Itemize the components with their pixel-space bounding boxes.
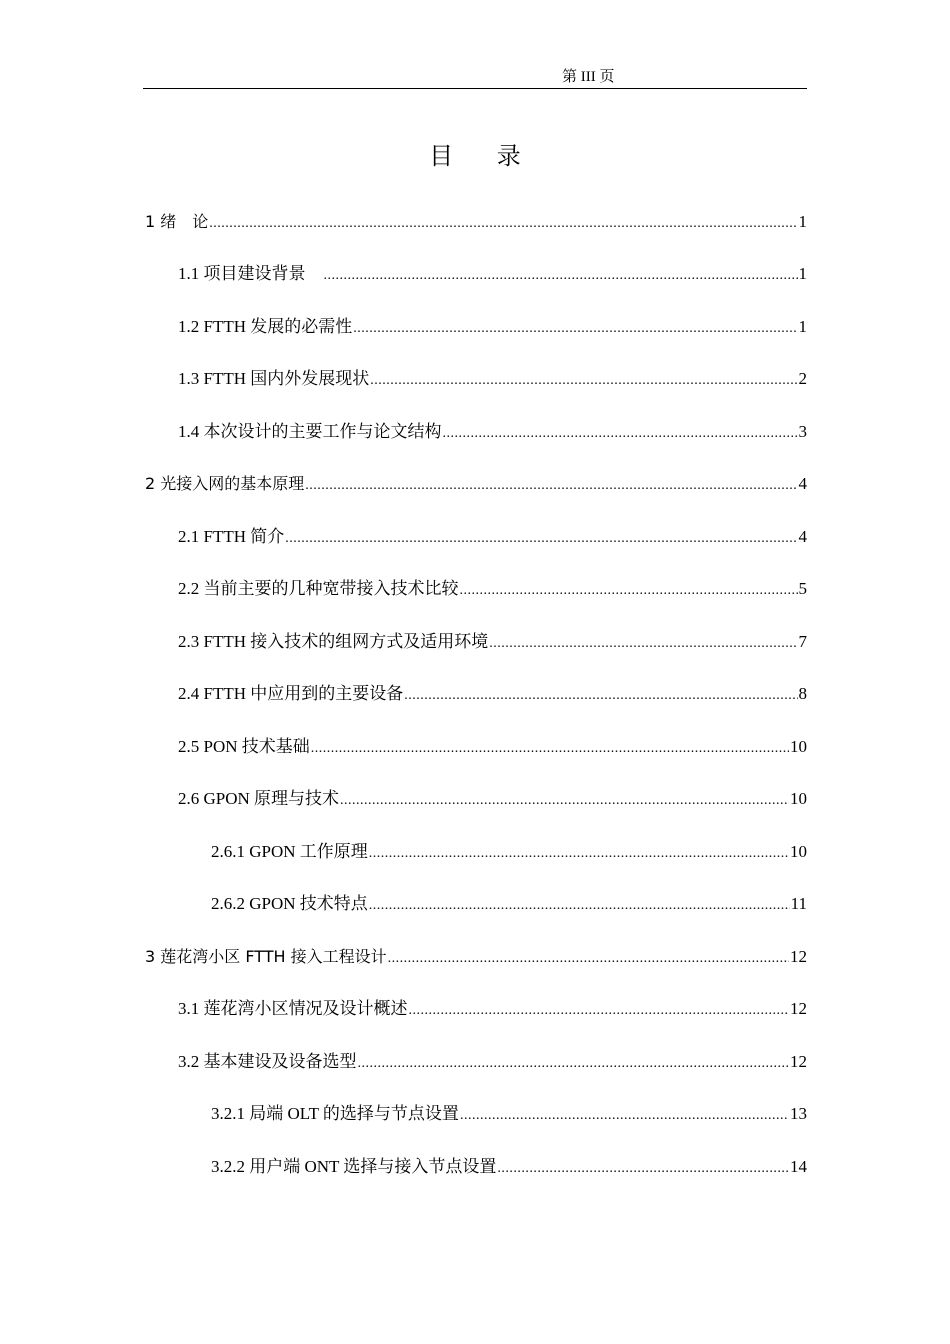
toc-entry-2[interactable]: [145, 472, 807, 496]
toc-entry-page: 3: [798, 422, 807, 441]
page-number-header: 第 III 页: [562, 69, 615, 85]
toc-entry-page: 8: [798, 684, 807, 703]
toc-entry-page: 5: [798, 579, 807, 598]
toc-entry-page: 10: [790, 789, 807, 808]
toc-leader-dots: [460, 1104, 789, 1128]
toc-leader-dots: [340, 789, 789, 813]
toc-entry-page: 1: [798, 212, 807, 231]
toc-entry-1-4[interactable]: [178, 420, 807, 444]
toc-entry-label: 3.2 基本建设及设备选型: [178, 1052, 357, 1071]
toc-entry-label: 1.3 FTTH 国内外发展现状: [178, 369, 370, 388]
toc-leader-dots: [311, 737, 789, 761]
toc-entry-1-3[interactable]: [178, 367, 807, 391]
toc-entry-page: 4: [798, 527, 807, 546]
toc-entry-page: 7: [798, 632, 807, 651]
toc-leader-dots: [497, 1157, 789, 1181]
toc-leader-dots: [324, 264, 798, 288]
toc-entry-label: 2.3 FTTH 接入技术的组网方式及适用环境: [178, 632, 489, 651]
toc-entry-label: 1 绪 论: [145, 212, 209, 231]
toc-entry-page: 12: [790, 999, 807, 1018]
toc-entry-label: 2.6 GPON 原理与技术: [178, 789, 340, 808]
toc-entry-page: 13: [790, 1104, 807, 1123]
toc-entry-3-1[interactable]: [178, 997, 807, 1021]
toc-entry-label: 3.2.1 局端 OLT 的选择与节点设置: [211, 1104, 459, 1123]
toc-leader-dots: [370, 369, 797, 393]
toc-leader-dots: [285, 527, 797, 551]
toc-leader-dots: [369, 894, 790, 918]
toc-leader-dots: [443, 422, 798, 446]
toc-entry-3-2[interactable]: [178, 1050, 807, 1074]
toc-entry-label: 1.2 FTTH 发展的必需性: [178, 317, 353, 336]
toc-entry-label: 2.4 FTTH 中应用到的主要设备: [178, 684, 404, 703]
toc-entry-page: 2: [798, 369, 807, 388]
toc-leader-dots: [489, 632, 797, 656]
toc-leader-dots: [209, 212, 797, 236]
toc-leader-dots: [353, 317, 797, 341]
toc-entry-label: 2.1 FTTH 简介: [178, 527, 285, 546]
toc-entry-page: 10: [790, 737, 807, 756]
toc-entry-2-1[interactable]: [178, 525, 807, 549]
toc-entry-1-1[interactable]: [178, 262, 807, 286]
toc-entry-label: 3.1 莲花湾小区情况及设计概述: [178, 999, 408, 1018]
toc-entry-label: 2.6.2 GPON 技术特点: [211, 894, 368, 913]
toc-entry-label: 3 莲花湾小区 FTTH 接入工程设计: [145, 947, 387, 966]
toc-entry-label: 2 光接入网的基本原理: [145, 474, 305, 493]
toc-entry-page: 12: [790, 947, 807, 966]
toc-leader-dots: [358, 1052, 790, 1076]
toc-entry-page: 11: [790, 894, 807, 913]
toc-entry-page: 1: [798, 317, 807, 336]
toc-entry-2-6[interactable]: [178, 787, 807, 811]
toc-entry-2-5[interactable]: [178, 735, 807, 759]
toc-entry-page: 12: [790, 1052, 807, 1071]
toc-entry-page: 14: [790, 1157, 807, 1176]
toc-leader-dots: [409, 999, 790, 1023]
toc-entry-2-6-1[interactable]: [211, 840, 807, 864]
toc-leader-dots: [305, 474, 797, 498]
header-divider: [143, 88, 807, 89]
toc-entry-label: 2.5 PON 技术基础: [178, 737, 310, 756]
toc-entry-label: 3.2.2 用户端 ONT 选择与接入节点设置: [211, 1157, 497, 1176]
toc-entry-3[interactable]: [145, 945, 807, 969]
toc-entry-1-2[interactable]: [178, 315, 807, 339]
toc-entry-label: 2.6.1 GPON 工作原理: [211, 842, 368, 861]
toc-leader-dots: [404, 684, 797, 708]
toc-leader-dots: [388, 947, 789, 971]
toc-entry-label: 1.1 项目建设背景: [178, 264, 323, 283]
toc-leader-dots: [369, 842, 789, 866]
toc-entry-page: 4: [798, 474, 807, 493]
toc-entry-2-4[interactable]: [178, 682, 807, 706]
toc-entry-2-2[interactable]: [178, 577, 807, 601]
toc-title: 目 录: [429, 142, 539, 170]
toc-entry-page: 10: [790, 842, 807, 861]
toc-entry-label: 2.2 当前主要的几种宽带接入技术比较: [178, 579, 459, 598]
toc-entry-3-2-1[interactable]: [211, 1102, 807, 1126]
toc-entry-3-2-2[interactable]: [211, 1155, 807, 1179]
toc-entry-1[interactable]: [145, 210, 807, 234]
toc-entry-label: 1.4 本次设计的主要工作与论文结构: [178, 422, 442, 441]
toc-entry-page: 1: [798, 264, 807, 283]
toc-leader-dots: [460, 579, 798, 603]
toc-entry-2-6-2[interactable]: [211, 892, 807, 916]
toc-entry-2-3[interactable]: [178, 630, 807, 654]
